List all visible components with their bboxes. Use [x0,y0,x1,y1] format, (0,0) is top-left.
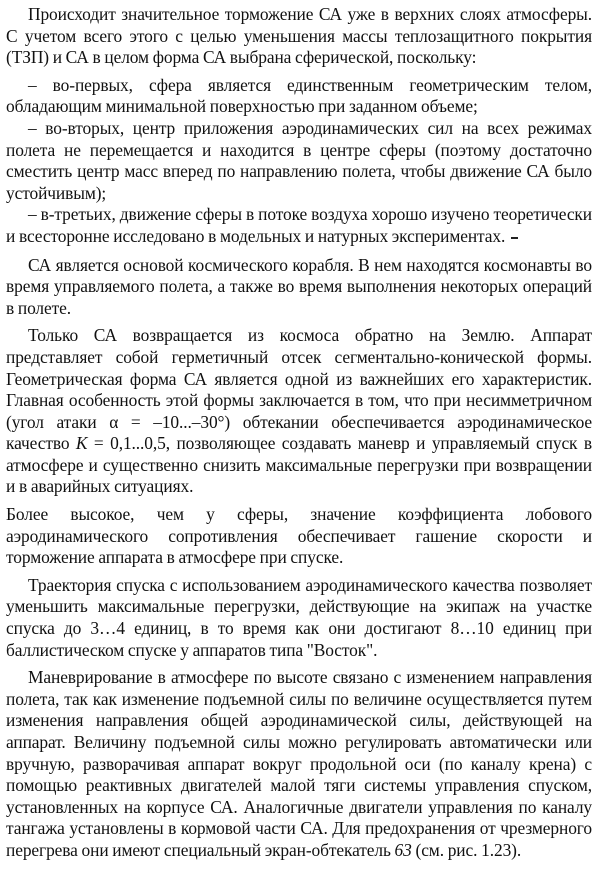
paragraph-ca-basis: СА является основой космического корабля. В нем находятся космонавты во время управляемого полета, а также во время выполнения некоторых операций в полете. [6,254,592,318]
figure-callout-number: 63 [394,839,412,860]
list-item: – во-вторых, центр приложения аэродинамических сил на всех режимах полета не перемещается и находится в центре сферы (поэтому достаточно сместить центр масс вперед по направлению полета, чтобы движение СА было устойчивым); [6,117,592,203]
paragraph-text: Маневрирование в атмосфере по высоте связано с изменением направления полета, так как изменение подъемной силы по величине осуществляется путем изменения направления общей аэродинамической силы, действующей на аппарат. Величину подъемной силы можно регулировать автоматически или вручную, разворачивая аппарат вокруг продольной оси (по каналу крена) с помощью реактивных двигателей малой тяги системы управления спуском, установленных на корпусе СА. Аналогичные двигатели управления по каналу тангажа установлены в кормовой части СА. Для предохранения от чрезмерного перегрева они имеют специальный экран-обтекатель [6,667,592,860]
paragraph-intro: Происходит значительное торможение СА уже в верхних слоях атмосферы. С учетом всего этого с целью уменьшения массы теплозащитного покрытия (ТЗП) и СА в целом форма СА выбрана сферической, поскольку: [6,4,592,68]
reasons-list [6,75,592,248]
math-symbol-k: K [75,433,88,454]
paragraph-text: = 0,1...0,5, позволяющее создавать маневр и управляемый спуск в атмосфере и существенно снизить максимальные перегрузки при возвращении и в аварийных ситуациях. [6,433,593,497]
list-item-text: – в-третьих, движение сферы в потоке воздуха хорошо изучено теоретически и всесторонне исследовано в модельных и натурных экспериментах. [6,204,592,246]
list-item [6,204,592,247]
paragraph-text: Только СА возвращается из космоса обратно на Землю. Аппарат представляет собой герметичный отсек сегментально-конической формы. Геометрическая форма СА является одной из важнейших его характеристик. Главная особенность этой формы заключается в том, что при несимметричном (угол атаки α = –10...–30°) обтекании обеспечивается аэродинамическое качество [6,325,592,454]
figure-reference: (см. рис. 1.23). [415,839,522,860]
stray-dash-mark [511,237,518,239]
paragraph-drag: Более высокое, чем у сферы, значение коэффициента лобового аэродинамического сопротивления обеспечивает гашение скорости и торможение аппарата в атмосфере при спуске. [6,504,592,568]
list-item: – во-первых, сфера является единственным геометрическим телом, обладающим минимальной поверхностью при заданном объеме; [6,74,592,117]
paragraph-maneuvering [6,667,592,861]
paragraph-trajectory: Траектория спуска с использованием аэродинамического качества позволяет уменьшить максимальные перегрузки, действующие на экипаж на участке спуска до 3…4 единиц, в то время как они достигают 8…10 единиц при баллистическом спуске у аппаратов типа "Восток". [6,574,592,660]
paragraph-return [6,325,592,498]
